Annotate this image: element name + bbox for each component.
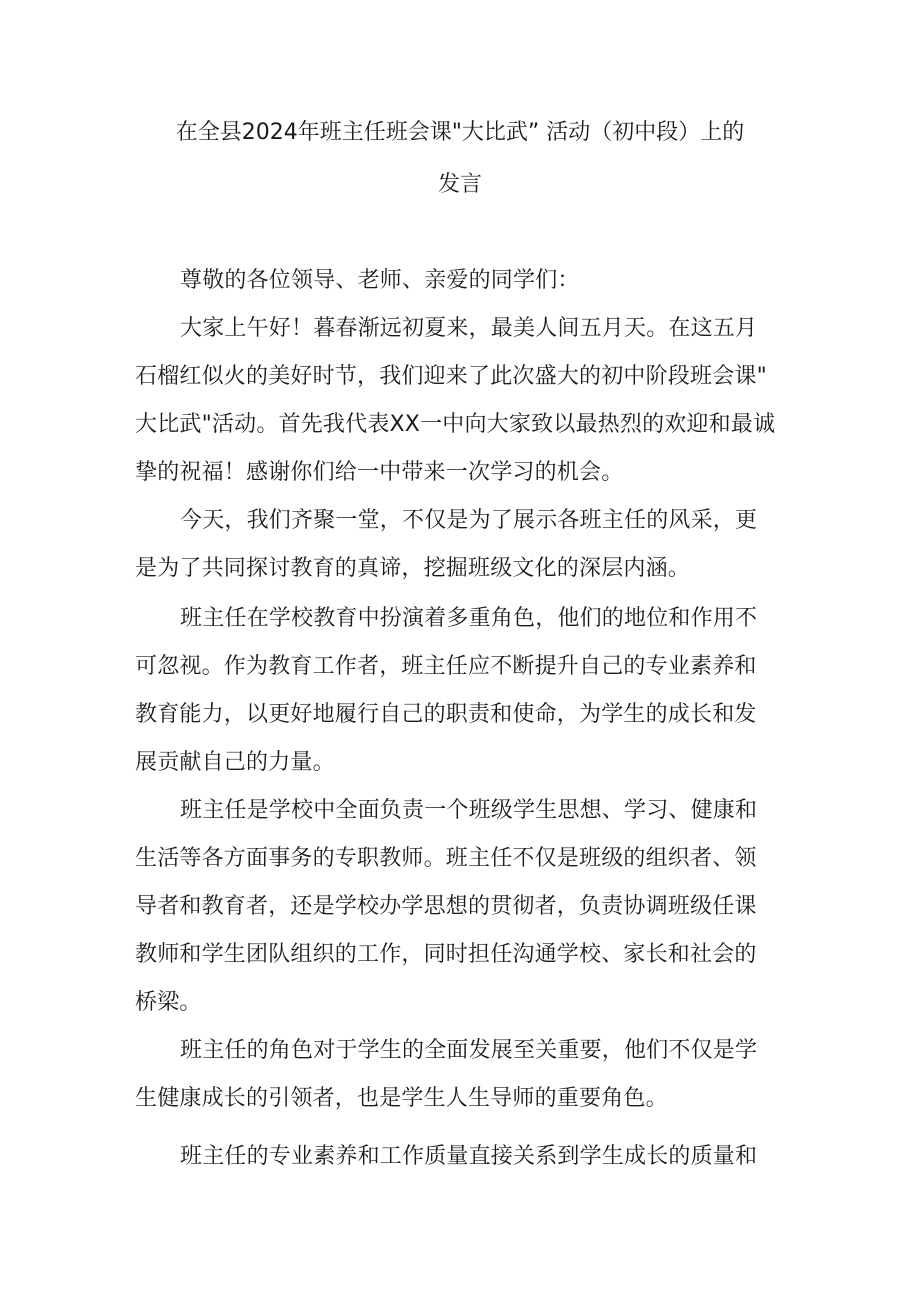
document-title-line-2: 发言 [437, 172, 482, 197]
paragraph-4-line-3: 导者和教育者，还是学校办学思想的贯彻者，负责协调班级任课 [135, 894, 757, 919]
paragraph-4-line-4: 教师和学生团队组织的工作，同时担任沟通学校、家长和社会的 [135, 942, 757, 967]
paragraph-1-line-3: 大比武"活动。首先我代表XX一中向大家致以最热烈的欢迎和最诚 [135, 412, 776, 437]
paragraph-1-line-4: 挚的祝福！感谢你们给一中带来一次学习的机会。 [135, 460, 624, 485]
paragraph-4-line-5: 桥梁。 [135, 990, 202, 1015]
document-title-line-1: 在全县2024年班主任班会课"大比武” 活动（初中段）上的 [175, 120, 745, 145]
paragraph-4-line-1: 班主任是学校中全面负责一个班级学生思想、学习、健康和 [180, 798, 758, 823]
paragraph-3-line-2: 可忽视。作为教育工作者，班主任应不断提升自己的专业素养和 [135, 654, 757, 679]
paragraph-6-line-1: 班主任的专业素养和工作质量直接关系到学生成长的质量和 [180, 1144, 758, 1169]
paragraph-5-line-2: 生健康成长的引领者，也是学生人生导师的重要角色。 [135, 1086, 668, 1111]
greeting-line: 尊敬的各位领导、老师、亲爱的同学们： [180, 268, 580, 293]
paragraph-1-line-2: 石榴红似火的美好时节，我们迎来了此次盛大的初中阶段班会课" [135, 364, 767, 389]
paragraph-5-line-1: 班主任的角色对于学生的全面发展至关重要，他们不仅是学 [180, 1038, 758, 1063]
paragraph-3-line-1: 班主任在学校教育中扮演着多重角色，他们的地位和作用不 [180, 606, 758, 631]
paragraph-4-line-2: 生活等各方面事务的专职教师。班主任不仅是班级的组织者、领 [135, 846, 757, 871]
paragraph-1-line-1: 大家上午好！暮春渐远初夏来，最美人间五月天。在这五月 [180, 316, 758, 341]
paragraph-3-line-4: 展贡献自己的力量。 [135, 750, 335, 775]
paragraph-3-line-3: 教育能力，以更好地履行自己的职责和使命，为学生的成长和发 [135, 702, 757, 727]
paragraph-2-line-1: 今天，我们齐聚一堂，不仅是为了展示各班主任的风采，更 [180, 508, 758, 533]
paragraph-2-line-2: 是为了共同探讨教育的真谛，挖掘班级文化的深层内涵。 [135, 556, 691, 581]
